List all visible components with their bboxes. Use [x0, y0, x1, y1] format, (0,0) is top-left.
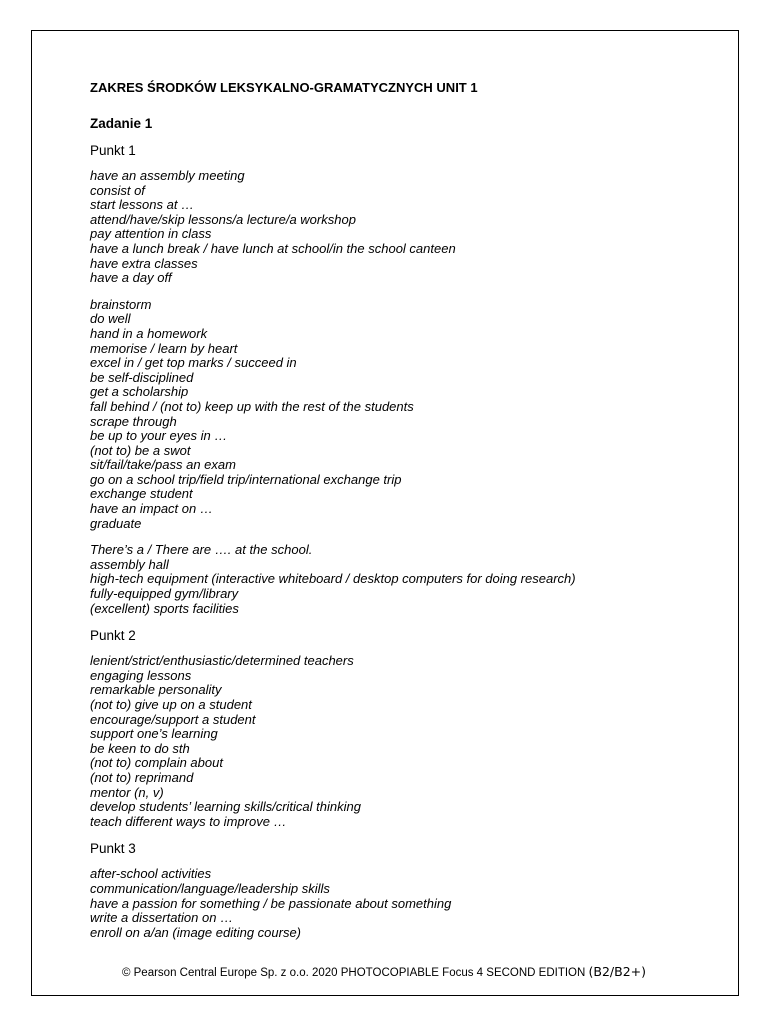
- vocabulary-item: write a dissertation on …: [90, 910, 234, 926]
- vocabulary-item: go on a school trip/field trip/international exchange trip: [90, 471, 402, 487]
- vocabulary-item: communication/language/leadership skills: [90, 880, 330, 896]
- vocabulary-item: (excellent) sports facilities: [90, 600, 239, 616]
- vocabulary-item: graduate: [90, 515, 142, 531]
- vocabulary-item: have a day off: [90, 270, 172, 286]
- document-body: [90, 80, 710, 951]
- vocabulary-item: after-school activities: [90, 866, 212, 882]
- vocabulary-group: [90, 867, 710, 940]
- footer-level: (B2/B2+): [588, 964, 647, 979]
- vocabulary-item: engaging lessons: [90, 667, 192, 683]
- vocabulary-item: (not to) complain about: [90, 755, 223, 771]
- vocabulary-group: [90, 169, 710, 286]
- vocabulary-item: get a scholarship: [90, 384, 189, 400]
- vocabulary-item: do well: [90, 311, 131, 327]
- vocabulary-item: memorise / learn by heart: [90, 340, 238, 356]
- vocabulary-item: consist of: [90, 182, 145, 198]
- vocabulary-group: [90, 298, 710, 532]
- vocabulary-item: have extra classes: [90, 255, 198, 271]
- vocabulary-item: have an assembly meeting: [90, 168, 245, 183]
- vocabulary-item: be up to your eyes in …: [90, 428, 228, 444]
- vocabulary-item: (not to) reprimand: [90, 769, 194, 785]
- vocabulary-item: brainstorm: [90, 296, 152, 312]
- section-heading: Punkt 3: [90, 841, 136, 857]
- vocabulary-item: start lessons at …: [90, 197, 195, 213]
- vocabulary-item: develop students’ learning skills/critical thinking: [90, 799, 361, 815]
- vocabulary-item: high-tech equipment (interactive whiteboard / desktop computers for doing research): [90, 571, 576, 587]
- vocabulary-item: assembly hall: [90, 556, 169, 572]
- vocabulary-item: excel in / get top marks / succeed in: [90, 355, 297, 371]
- vocabulary-item: scrape through: [90, 413, 177, 429]
- vocabulary-item: attend/have/skip lessons/a lecture/a workshop: [90, 211, 356, 227]
- vocabulary-item: sit/fail/take/pass an exam: [90, 457, 236, 473]
- vocabulary-item: There’s a / There are …. at the school.: [90, 542, 313, 558]
- vocabulary-item: lenient/strict/enthusiastic/determined teachers: [90, 653, 354, 669]
- section-heading: Punkt 2: [90, 628, 136, 644]
- vocabulary-item: have an impact on …: [90, 501, 213, 517]
- vocabulary-item: (not to) be a swot: [90, 442, 191, 458]
- footer-copyright: © Pearson Central Europe Sp. z o.o. 2020 PHOTOCOPIABLE Focus 4 SECOND EDITION: [121, 967, 586, 979]
- vocabulary-item: (not to) give up on a student: [90, 697, 252, 712]
- vocabulary-item: be keen to do sth: [90, 740, 190, 756]
- page-footer: [0, 964, 768, 981]
- document-title: ZAKRES ŚRODKÓW LEKSYKALNO-GRAMATYCZNYCH UNIT 1: [90, 80, 478, 95]
- section-heading: Punkt 1: [90, 143, 136, 158]
- vocabulary-item: mentor (n, v): [90, 784, 164, 800]
- vocabulary-item: enroll on a/an (image editing course): [90, 924, 302, 940]
- vocabulary-item: pay attention in class: [90, 226, 212, 242]
- vocabulary-item: exchange student: [90, 486, 193, 502]
- vocabulary-item: be self-disciplined: [90, 369, 194, 385]
- vocabulary-item: remarkable personality: [90, 682, 222, 698]
- sections-container: [90, 142, 710, 940]
- vocabulary-item: encourage/support a student: [90, 711, 256, 727]
- vocabulary-item: teach different ways to improve …: [90, 813, 287, 829]
- vocabulary-group: [90, 654, 710, 829]
- task-heading: Zadanie 1: [90, 116, 153, 131]
- vocabulary-item: support one’s learning: [90, 726, 218, 742]
- vocabulary-item: fully-equipped gym/library: [90, 586, 239, 602]
- vocabulary-group: [90, 543, 710, 616]
- vocabulary-item: hand in a homework: [90, 325, 208, 341]
- vocabulary-item: have a passion for something / be passionate about something: [90, 895, 452, 911]
- vocabulary-item: fall behind / (not to) keep up with the rest of the students: [90, 398, 414, 414]
- vocabulary-item: have a lunch break / have lunch at school/in the school canteen: [90, 240, 456, 256]
